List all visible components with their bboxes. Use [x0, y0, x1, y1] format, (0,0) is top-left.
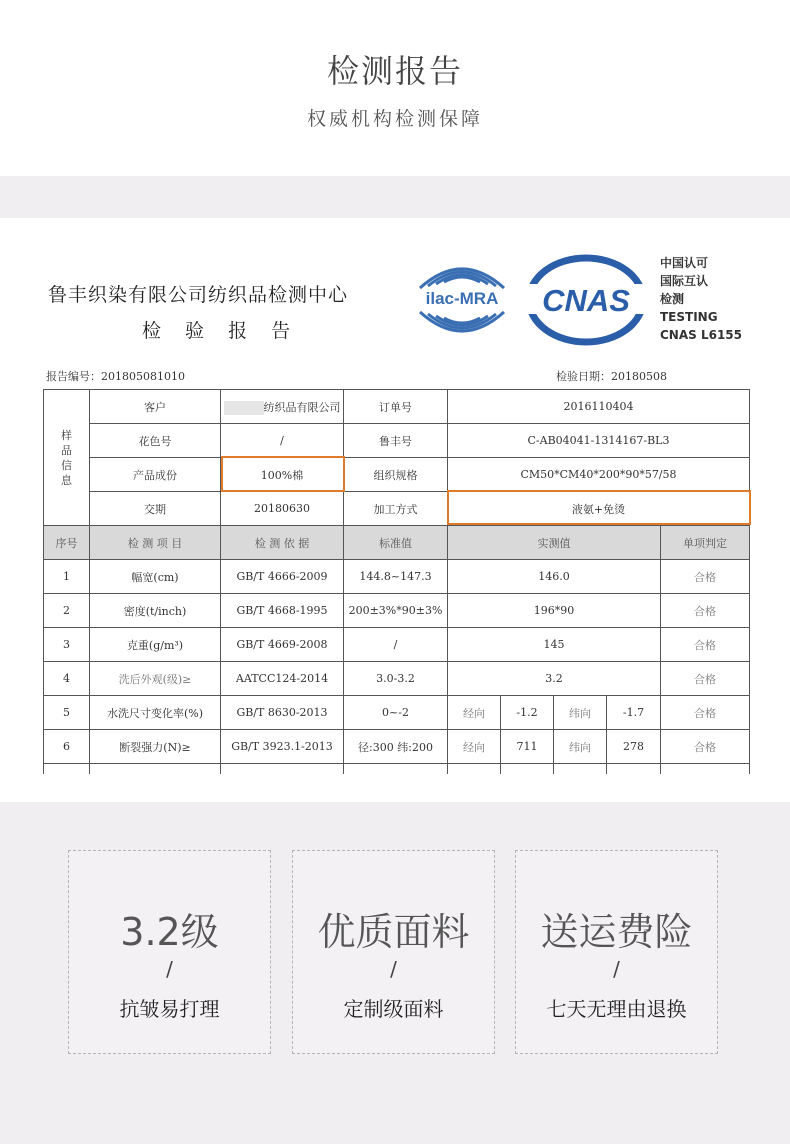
header-section: [0, 0, 790, 176]
cnas-logo-text: CNAS: [542, 283, 630, 318]
highlight-processing-box: [447, 490, 751, 525]
test-basis: GB/T 8630-2013: [221, 696, 344, 730]
report-title: 检 验 报 告: [142, 320, 300, 342]
feature-card: [515, 850, 718, 1054]
feature-description: 抗皱易打理: [119, 997, 220, 1021]
test-item: 水洗尺寸变化率(%): [90, 696, 221, 730]
test-item: 断裂强力(N)≥: [90, 730, 221, 764]
weft-value: 278: [607, 730, 661, 764]
redacted-mask: [224, 401, 264, 415]
cnas-logo-icon: [524, 254, 648, 346]
column-header: 单项判定: [661, 526, 750, 560]
report-table: [43, 389, 750, 774]
test-measured: 145: [448, 628, 661, 662]
feature-separator: /: [390, 957, 397, 981]
test-result: 合格: [661, 628, 750, 662]
top-divider-band: [0, 176, 790, 218]
test-no: 5: [44, 696, 90, 730]
info-label: 花色号: [90, 424, 221, 458]
ilac-mra-logo-icon: [412, 248, 512, 348]
page-subtitle: 权威机构检测保障: [306, 108, 483, 130]
warp-label: 经向: [448, 696, 501, 730]
test-measured: 146.0: [448, 560, 661, 594]
info-value: 2016110404: [448, 390, 750, 424]
warp-value: 711: [501, 730, 554, 764]
info-label: 订单号: [344, 390, 448, 424]
test-no: 4: [44, 662, 90, 696]
info-row-composition: [44, 458, 750, 492]
feature-description: 定制级面料: [343, 997, 444, 1021]
feature-separator: /: [166, 957, 173, 981]
feature-headline: 3.2级: [120, 910, 219, 954]
test-result: 合格: [661, 662, 750, 696]
info-value: 20180630: [221, 492, 344, 526]
page-title: 检测报告: [326, 52, 463, 90]
test-result: 合格: [661, 730, 750, 764]
feature-headline: 优质面料: [317, 910, 470, 954]
test-no: 2: [44, 594, 90, 628]
test-item: 幅宽(cm): [90, 560, 221, 594]
info-label: 产品成份: [90, 458, 221, 492]
feature-card: [292, 850, 495, 1054]
table-row: [44, 560, 750, 594]
test-standard: 200±3%*90±3%: [344, 594, 448, 628]
test-no: 1: [44, 560, 90, 594]
column-header: 检 测 项 目: [90, 526, 221, 560]
weft-label: 纬向: [554, 730, 607, 764]
feature-card: [68, 850, 271, 1054]
column-header: 实测值: [448, 526, 661, 560]
cert-line: 检测: [660, 292, 685, 306]
warp-label: 经向: [448, 730, 501, 764]
test-item: 密度(t/inch): [90, 594, 221, 628]
info-label: 客户: [90, 390, 221, 424]
test-standard: 径:300 纬:200: [344, 730, 448, 764]
info-value: 100%棉: [221, 458, 344, 492]
table-row: [44, 662, 750, 696]
test-report-document: [0, 218, 790, 802]
table-row: [44, 628, 750, 662]
test-no: 3: [44, 628, 90, 662]
column-header: 序号: [44, 526, 90, 560]
info-row-color: [44, 424, 750, 458]
table-row: [44, 696, 750, 730]
cert-line: CNAS L6155: [660, 328, 743, 342]
ilac-logo-text: ilac-MRA: [425, 289, 499, 308]
highlight-composition-box: [221, 456, 345, 492]
test-item: 洗后外观(级)≥: [90, 662, 221, 696]
info-value: 液氨+免烫: [448, 492, 750, 526]
report-number: 报告编号：201805081010: [46, 370, 185, 383]
info-value: 纺织品有限公司: [221, 390, 344, 424]
info-value: /: [221, 424, 344, 458]
info-value: C-AB04041-1314167-BL3: [448, 424, 750, 458]
test-result: 合格: [661, 560, 750, 594]
test-basis: GB/T 4666-2009: [221, 560, 344, 594]
test-measured: 3.2: [448, 662, 661, 696]
column-header: 检 测 依 据: [221, 526, 344, 560]
test-result: 合格: [661, 696, 750, 730]
table-row: [44, 730, 750, 764]
test-standard: /: [344, 628, 448, 662]
info-row-customer: [44, 390, 750, 424]
table-row-cut: [44, 764, 750, 774]
test-standard: 3.0-3.2: [344, 662, 448, 696]
info-label: 加工方式: [344, 492, 448, 526]
cert-line: TESTING: [660, 310, 718, 324]
table-header-row: [44, 526, 750, 560]
test-date: 检验日期：20180508: [556, 370, 667, 383]
warp-value: -1.2: [501, 696, 554, 730]
test-basis: GB/T 4669-2008: [221, 628, 344, 662]
sample-info-group-label: 样品信息: [44, 390, 90, 526]
feature-description: 七天无理由退换: [546, 997, 687, 1021]
features-section: [0, 802, 790, 1144]
info-value: CM50*CM40*200*90*57/58: [448, 458, 750, 492]
test-measured: 196*90: [448, 594, 661, 628]
info-label: 交期: [90, 492, 221, 526]
test-result: 合格: [661, 594, 750, 628]
test-no: 6: [44, 730, 90, 764]
feature-headline: 送运费险: [540, 910, 693, 954]
test-basis: GB/T 3923.1-2013: [221, 730, 344, 764]
info-label: 组织规格: [344, 458, 448, 492]
weft-value: -1.7: [607, 696, 661, 730]
column-header: 标准值: [344, 526, 448, 560]
test-standard: 0~-2: [344, 696, 448, 730]
cert-line: 中国认可: [660, 256, 709, 270]
test-item: 克重(g/m³): [90, 628, 221, 662]
test-basis: GB/T 4668-1995: [221, 594, 344, 628]
test-basis: AATCC124-2014: [221, 662, 344, 696]
test-standard: 144.8~147.3: [344, 560, 448, 594]
lab-name: 鲁丰织染有限公司纺织品检测中心: [48, 284, 349, 306]
info-label: 鲁丰号: [344, 424, 448, 458]
cert-line: 国际互认: [660, 274, 709, 288]
feature-separator: /: [613, 957, 620, 981]
accreditation-text: [660, 254, 742, 344]
table-row: [44, 594, 750, 628]
weft-label: 纬向: [554, 696, 607, 730]
